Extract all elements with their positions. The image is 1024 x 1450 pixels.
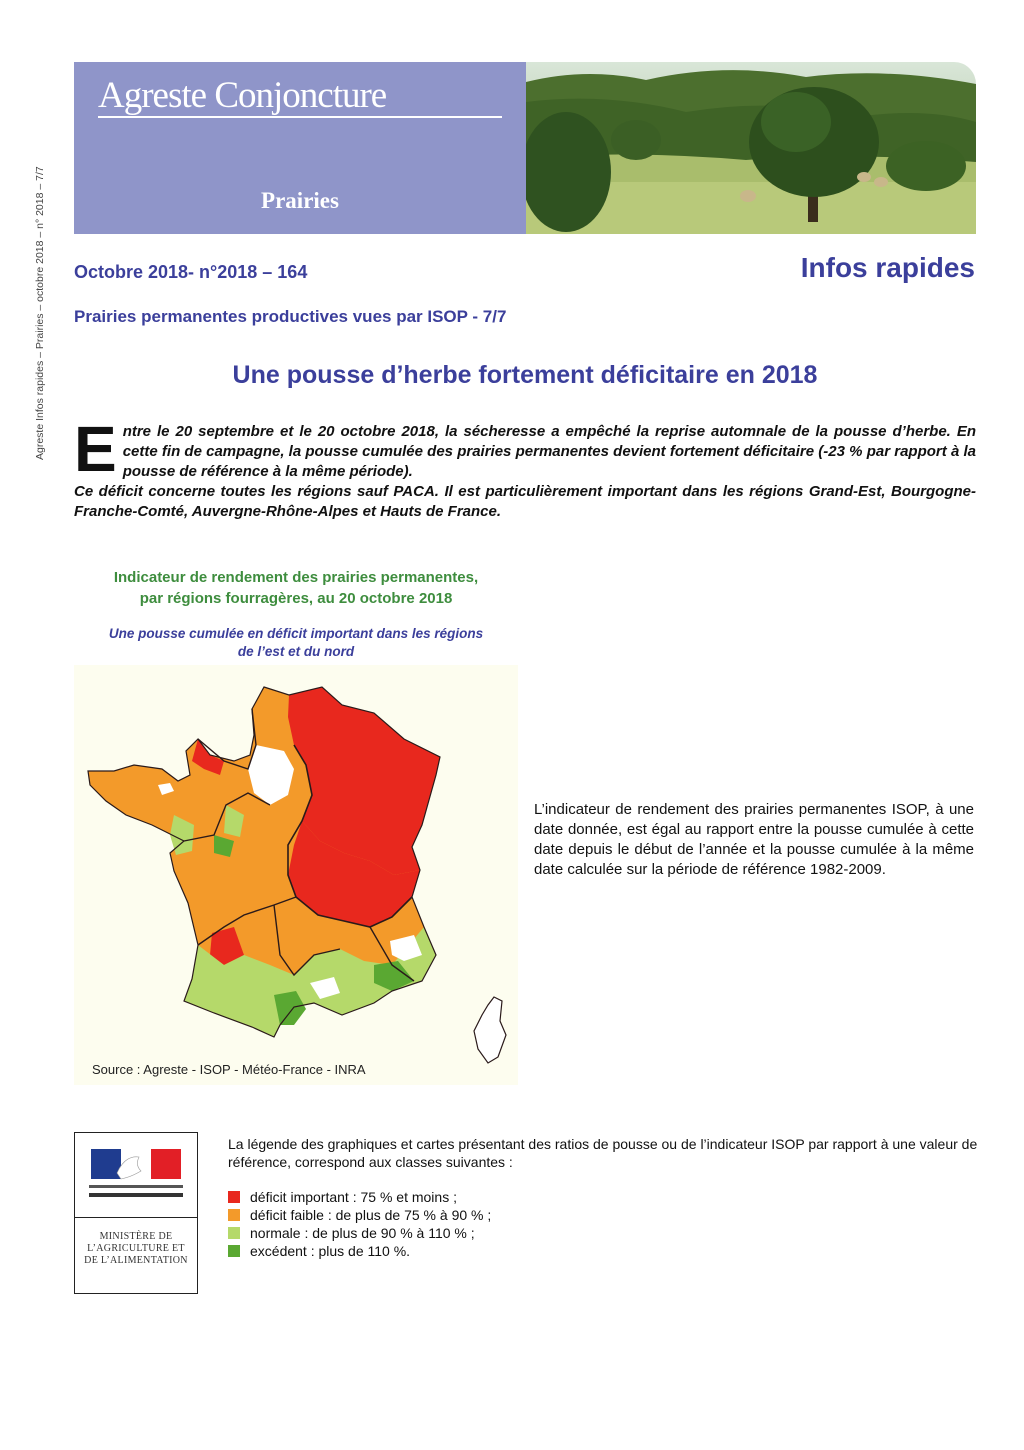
legend-item-normale	[228, 1224, 491, 1242]
legend-label: déficit faible : de plus de 75 % à 90 % ;	[250, 1207, 492, 1223]
indicator-definition: L’indicateur de rendement des prairies permanentes ISOP, à une date donnée, est égal au rapport entre la pousse cumulée à cette date depuis le début de l’année et la pousse cumulée à la même date calculée sur la période de référence 1982-2009.	[534, 801, 974, 878]
legend-swatch	[228, 1191, 240, 1203]
legend-label: excédent : plus de 110 %.	[250, 1243, 411, 1259]
map-title-line-1: Indicateur de rendement des prairies permanentes,	[113, 569, 479, 586]
legend-label: normale : de plus de 90 % à 110 % ;	[250, 1225, 475, 1241]
legend-swatch	[228, 1245, 240, 1257]
ministry-name: MINISTÈRE DE L’AGRICULTURE ET DE L’ALIMENTATION	[84, 1231, 188, 1266]
banner-subtitle: Prairies	[261, 188, 339, 213]
map-subtitle-line-1: Une pousse cumulée en déficit important dans les régions	[108, 626, 484, 641]
lead-text-2: Ce déficit concerne toutes les régions sauf PACA. Il est particulièrement important dans les régions Grand-Est, Bourgogne-Franche-Comté, Auvergne-Rhône-Alpes et Hauts de France.	[74, 483, 976, 520]
brand-title: Agreste Conjoncture	[98, 75, 387, 116]
legend-list	[228, 1188, 491, 1260]
lead-text-1: ntre le 20 septembre et le 20 octobre 2018, la sécheresse a empêché la reprise automnale de la pousse d’herbe. En cette fin de campagne, la pousse cumulée des prairies permanentes devient fortement déficitaire (-23 % par rapport à la pousse de référence à la même période).	[122, 423, 976, 480]
legend-swatch	[228, 1209, 240, 1221]
side-running-header: Agreste Infos rapides – Prairies – octobre 2018 – n° 2018 – 7/7	[34, 166, 46, 460]
legend-item-deficit-faible	[228, 1206, 491, 1224]
banner-title-panel	[74, 62, 526, 234]
drop-cap: E	[74, 413, 117, 485]
corsica	[474, 997, 506, 1063]
map-title	[74, 567, 518, 609]
header-banner	[74, 62, 976, 234]
headline: Une pousse d’herbe fortement déficitaire en 2018	[232, 361, 818, 389]
publication-type: Infos rapides	[800, 252, 975, 283]
lead-paragraph	[74, 413, 976, 522]
marianne-logo	[75, 1133, 197, 1217]
map-title-line-2: par régions fourragères, au 20 octobre 2018	[139, 590, 453, 607]
legend-item-deficit-important	[228, 1188, 491, 1206]
ministry-logo	[74, 1132, 198, 1294]
legend-swatch	[228, 1227, 240, 1239]
legend-item-excedent	[228, 1242, 491, 1260]
meadow-photo	[526, 62, 976, 234]
brand-underline	[98, 116, 502, 118]
series-title: Prairies permanentes productives vues par ISOP - 7/7	[74, 307, 507, 326]
map-source: Source : Agreste - ISOP - Météo-France - INRA	[92, 1062, 366, 1077]
logo-divider	[75, 1217, 197, 1218]
france-map	[74, 665, 518, 1085]
legend-label: déficit important : 75 % et moins ;	[250, 1189, 457, 1205]
issue-number: Octobre 2018- n°2018 – 164	[74, 262, 308, 282]
map-subtitle	[74, 625, 518, 661]
legend-intro: La légende des graphiques et cartes présentant des ratios de pousse ou de l’indicateur ISOP par rapport à une valeur de référence, correspond aux classes suivantes :	[228, 1136, 978, 1170]
map-subtitle-line-2: de l’est et du nord	[237, 644, 355, 659]
